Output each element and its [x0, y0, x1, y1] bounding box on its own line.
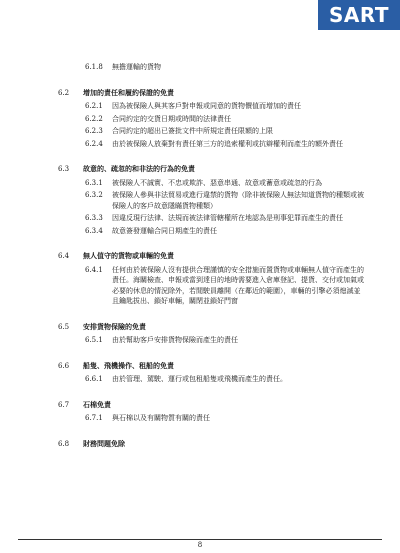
section-6-7	[58, 400, 366, 424]
clause-text: 由於管理、駕駛、運行或包租船隻或飛機而產生的責任。	[112, 375, 287, 383]
clause-text: 由於幫助客戶安排貨物保險而產生的責任	[112, 336, 238, 344]
clause-item	[58, 62, 366, 73]
clause-number: 6.3.3	[85, 214, 103, 222]
section-title: 增加的責任和履約保證的免責	[83, 88, 174, 97]
section-heading	[58, 88, 366, 99]
clause-number: 6.2.3	[85, 127, 103, 135]
sart-logo: SART	[318, 0, 400, 30]
clause-item	[58, 114, 366, 125]
section-title: 船隻、飛機操作、租船的免責	[83, 361, 174, 370]
clause-number: 6.3.4	[85, 226, 103, 235]
clause-item	[58, 265, 366, 307]
clause-text: 由於被保險人放棄對有責任第三方的追索權利或抗辯權利而產生的額外責任	[112, 139, 343, 148]
section-6-6	[58, 361, 366, 385]
clause-number: 6.5.1	[85, 336, 103, 344]
clause-text: 合同約定的超出已簽批文件中所規定責任限額的上限	[112, 127, 273, 135]
clause-number: 6.2.1	[85, 102, 103, 110]
clause-text: 故意簽發運輸合同日期產生的責任	[112, 226, 217, 235]
footer-divider	[18, 539, 382, 540]
clause-number: 6.3.2	[85, 191, 103, 199]
clause-text: 無擔運輸的貨物	[112, 63, 161, 71]
section-6-4	[58, 251, 366, 307]
section-title: 安排貨物保險的免責	[83, 322, 146, 331]
clause-text: 被保險人不誠實、不忠或欺詐、惡意串通、故意或蓄意或疏忽的行為	[112, 178, 322, 187]
section-number: 6.5	[58, 322, 70, 331]
section-6-5	[58, 322, 366, 346]
clause-text: 被保險人參與非法貿易或進行違禁的貨物（除非被保險人無法知道貨物的種類或被保險人的客戶故意隱瞞貨物種類）	[112, 191, 364, 210]
section-heading	[58, 400, 366, 411]
section-continued	[58, 62, 366, 73]
clause-text: 因違反現行法律、法規而被法律管轄權所在地認為是刑事犯罪而產生的責任	[112, 214, 343, 222]
clause-text: 因為被保險人與其客戶對申報或同意的貨物價值而增加的責任	[112, 102, 301, 110]
clause-item	[58, 139, 366, 150]
clause-item	[58, 374, 366, 385]
section-title: 財務問題免除	[83, 439, 125, 448]
clause-item	[58, 413, 366, 424]
clause-text: 合同約定的交貨日期或時間的法律責任	[112, 114, 231, 123]
section-heading	[58, 439, 366, 450]
clause-item	[58, 190, 366, 211]
clause-number: 6.3.1	[85, 178, 103, 187]
policy-exclusions-content	[58, 62, 366, 452]
section-title: 故意的、疏忽的和非法的行為的免責	[83, 165, 195, 173]
clause-item	[58, 126, 366, 137]
section-number: 6.2	[58, 88, 70, 97]
clause-text: 任何由於被保險人沒有提供合理謹慎的安全措施而置貨物或車輛無人值守而產生的責任。海關檢查、申報或當到達目的地時需要進入倉庫登記、提貨、交付或加氣或必要的休息的情況除外，若閒駛員離開（在鄰近的範圍），車輛的引擎必須熄滅並且鑰匙拔出、鎖好車輛，關閉並鎖好門窗	[112, 265, 364, 305]
section-number: 6.4	[58, 252, 70, 260]
section-number: 6.8	[58, 439, 70, 448]
clause-number: 6.2.2	[85, 114, 103, 123]
clause-text: 與石棉以及有關物質有關的責任	[112, 414, 210, 422]
clause-item	[58, 213, 366, 224]
clause-number: 6.7.1	[85, 414, 103, 422]
clause-number: 6.6.1	[85, 375, 103, 383]
section-6-3	[58, 164, 366, 236]
section-number: 6.3	[58, 165, 70, 173]
section-title: 石棉免責	[83, 400, 111, 409]
clause-item	[58, 101, 366, 112]
section-title: 無人值守的貨物或車輛的免責	[83, 252, 174, 260]
section-heading	[58, 251, 366, 262]
clause-number: 6.4.1	[85, 265, 103, 274]
section-6-8	[58, 439, 366, 450]
section-6-2	[58, 88, 366, 150]
section-heading	[58, 361, 366, 372]
section-heading	[58, 322, 366, 333]
page-number: 8	[197, 541, 203, 549]
section-heading	[58, 164, 366, 175]
clause-item	[58, 178, 366, 189]
clause-number: 6.2.4	[85, 139, 103, 148]
section-number: 6.6	[58, 361, 70, 370]
clause-item	[58, 335, 366, 346]
clause-item	[58, 226, 366, 237]
clause-number: 6.1.8	[85, 63, 103, 71]
section-number: 6.7	[58, 400, 70, 409]
